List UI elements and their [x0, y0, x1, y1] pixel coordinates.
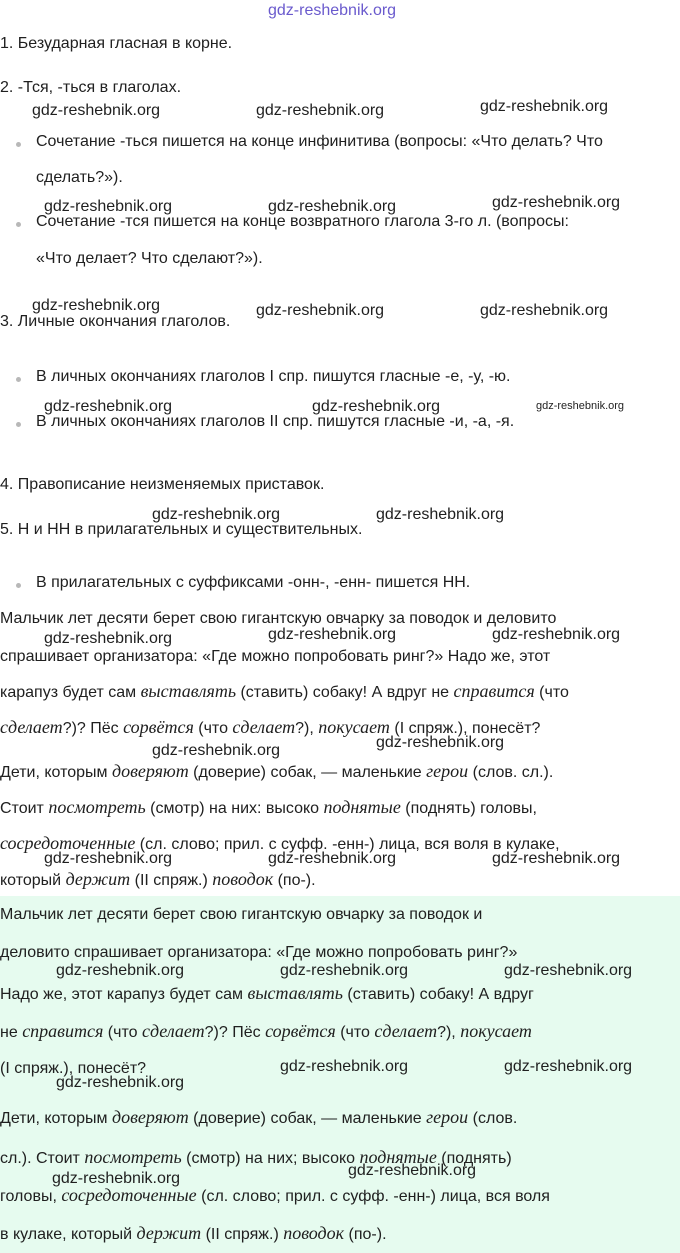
- word-italic: сделает: [232, 717, 296, 737]
- item-3: 3. Личные окончания глаголов.: [0, 313, 231, 330]
- watermark: gdz-reshebnik.org: [268, 198, 397, 215]
- word-italic: держит: [65, 869, 131, 889]
- word-italic: справится: [22, 1021, 104, 1041]
- para-line: деловито спрашивает организатора: «Где можно попробовать ринг?»: [0, 944, 518, 961]
- watermark: gdz-reshebnik.org: [152, 506, 281, 523]
- word-italic: сосредоточенные: [61, 1185, 197, 1205]
- word-italic: сделает: [0, 717, 63, 737]
- text: (II спряж.): [201, 1226, 284, 1243]
- text: (слов. сл.).: [468, 764, 554, 781]
- para-line: [0, 982, 534, 1006]
- word-italic: посмотреть: [48, 797, 146, 817]
- watermark: gdz-reshebnik.org: [376, 506, 505, 523]
- text: ?),: [295, 720, 319, 737]
- text: (что: [193, 720, 233, 737]
- text: головы,: [0, 1188, 62, 1205]
- watermark-top: gdz-reshebnik.org: [268, 2, 397, 19]
- watermark: gdz-reshebnik.org: [56, 962, 185, 979]
- word-italic: поводок: [212, 869, 274, 889]
- word-italic: поднятые: [359, 1147, 437, 1167]
- watermark: gdz-reshebnik.org: [536, 400, 625, 412]
- text: не: [0, 1024, 23, 1041]
- text: (ставить) собаку! А вдруг: [342, 986, 534, 1003]
- watermark: gdz-reshebnik.org: [280, 1058, 409, 1075]
- text: (II спряж.): [130, 872, 213, 889]
- watermark: gdz-reshebnik.org: [492, 850, 621, 867]
- item-2: 2. -Тся, -ться в глаголах.: [0, 79, 182, 96]
- watermark: gdz-reshebnik.org: [280, 962, 409, 979]
- bullet-text: Сочетание -ться пишется на конце инфинитива (вопросы: «Что делать? Что: [36, 133, 603, 150]
- text: Стоит: [0, 800, 49, 817]
- item-4: 4. Правописание неизменяемых приставок.: [0, 476, 325, 493]
- watermark: gdz-reshebnik.org: [480, 98, 609, 115]
- word-italic: поводок: [283, 1223, 345, 1243]
- word-italic: поднятые: [323, 797, 401, 817]
- text: ?),: [437, 1024, 461, 1041]
- watermark: gdz-reshebnik.org: [268, 626, 397, 643]
- para-line: Мальчик лет десяти берет свою гигантскую овчарку за поводок и деловито: [0, 610, 557, 627]
- watermark: gdz-reshebnik.org: [492, 626, 621, 643]
- text: (поднять) головы,: [400, 800, 537, 817]
- item-1: 1. Безударная гласная в корне.: [0, 35, 233, 52]
- text: (по-).: [344, 1226, 387, 1243]
- word-italic: герои: [426, 761, 469, 781]
- text: ?)? Пёс: [204, 1024, 266, 1041]
- word-italic: сделает: [141, 1021, 205, 1041]
- text: (по-).: [273, 872, 316, 889]
- word-italic: герои: [426, 1107, 469, 1127]
- bullet-dot: [16, 377, 21, 382]
- para-line: [0, 760, 553, 784]
- bullet-dot: [16, 222, 21, 227]
- word-italic: сосредоточенные: [0, 833, 136, 853]
- text: карапуз будет сам: [0, 684, 141, 701]
- watermark: gdz-reshebnik.org: [32, 102, 161, 119]
- text: (что: [534, 684, 569, 701]
- text: (смотр) на них; высоко: [181, 1150, 360, 1167]
- watermark: gdz-reshebnik.org: [44, 198, 173, 215]
- para-line: Мальчик лет десяти берет свою гигантскую овчарку за поводок и: [0, 906, 483, 923]
- word-italic: доверяют: [111, 761, 189, 781]
- text: ?)? Пёс: [62, 720, 124, 737]
- item-5: 5. Н и НН в прилагательных и существительных.: [0, 521, 363, 538]
- text: (что: [335, 1024, 375, 1041]
- text: Дети, которым: [0, 764, 112, 781]
- para-line: спрашивает организатора: «Где можно попробовать ринг?» Надо же, этот: [0, 648, 551, 665]
- watermark: gdz-reshebnik.org: [44, 398, 173, 415]
- para-line: [0, 1020, 532, 1044]
- word-italic: посмотреть: [84, 1147, 182, 1167]
- bullet-text: сделать?»).: [36, 169, 123, 186]
- text: (доверие) собак, — маленькие: [188, 764, 427, 781]
- text: (I спряж.), понесёт?: [389, 720, 541, 737]
- word-italic: выставлять: [140, 681, 237, 701]
- text: (сл. слово; прил. с суфф. -енн-) лица, вся воля в кулаке,: [135, 836, 560, 853]
- text: который: [0, 872, 66, 889]
- text: (сл. слово; прил. с суфф. -енн-) лица, вся воля: [196, 1188, 550, 1205]
- watermark: gdz-reshebnik.org: [348, 1162, 477, 1179]
- word-italic: сорвётся: [123, 717, 194, 737]
- watermark: gdz-reshebnik.org: [480, 302, 609, 319]
- word-italic: справится: [453, 681, 535, 701]
- word-italic: покусает: [318, 717, 390, 737]
- word-italic: покусает: [460, 1021, 532, 1041]
- bullet-text: «Что делает? Что сделают?»).: [36, 250, 263, 267]
- watermark: gdz-reshebnik.org: [492, 194, 621, 211]
- text: (слов.: [468, 1110, 518, 1127]
- watermark: gdz-reshebnik.org: [32, 297, 161, 314]
- text: Дети, которым: [0, 1110, 112, 1127]
- para-line: [0, 868, 316, 892]
- text: в кулаке, который: [0, 1226, 137, 1243]
- watermark: gdz-reshebnik.org: [376, 734, 505, 751]
- text: (доверие) собак, — маленькие: [188, 1110, 427, 1127]
- watermark: gdz-reshebnik.org: [152, 742, 281, 759]
- bullet-text: В личных окончаниях глаголов I спр. пишутся гласные -е, -у, -ю.: [36, 368, 511, 385]
- bullet-dot: [16, 422, 21, 427]
- watermark: gdz-reshebnik.org: [44, 630, 173, 647]
- watermark: gdz-reshebnik.org: [256, 102, 385, 119]
- word-italic: держит: [136, 1223, 202, 1243]
- watermark: gdz-reshebnik.org: [256, 302, 385, 319]
- watermark: gdz-reshebnik.org: [44, 850, 173, 867]
- watermark: gdz-reshebnik.org: [268, 850, 397, 867]
- bullet-dot: [16, 142, 21, 147]
- word-italic: сделает: [374, 1021, 438, 1041]
- text: (ставить) собаку! А вдруг не: [236, 684, 454, 701]
- bullet-text: В прилагательных с суффиксами -онн-, -енн- пишется НН.: [36, 574, 471, 591]
- bullet-text: В личных окончаниях глаголов II спр. пишутся гласные -и, -а, -я.: [36, 413, 515, 430]
- word-italic: выставлять: [247, 983, 343, 1003]
- para-line: [0, 1222, 387, 1246]
- text: (смотр) на них: высоко: [145, 800, 324, 817]
- word-italic: доверяют: [111, 1107, 189, 1127]
- para-line: [0, 1106, 517, 1130]
- watermark: gdz-reshebnik.org: [52, 1170, 181, 1187]
- watermark: gdz-reshebnik.org: [504, 1058, 633, 1075]
- watermark: gdz-reshebnik.org: [56, 1074, 185, 1091]
- para-line: [0, 680, 569, 704]
- bullet-dot: [16, 583, 21, 588]
- text: сл.). Стоит: [0, 1150, 85, 1167]
- bullet-text: Сочетание -тся пишется на конце возвратного глагола 3-го л. (вопросы:: [36, 213, 569, 230]
- word-italic: сорвётся: [265, 1021, 336, 1041]
- watermark: gdz-reshebnik.org: [312, 398, 441, 415]
- para-line: [0, 796, 537, 820]
- para-line: (I спряж.), понесёт?: [0, 1060, 147, 1077]
- text: Надо же, этот карапуз будет сам: [0, 986, 248, 1003]
- text: (поднять): [436, 1150, 512, 1167]
- text: (что: [103, 1024, 142, 1041]
- watermark: gdz-reshebnik.org: [504, 962, 633, 979]
